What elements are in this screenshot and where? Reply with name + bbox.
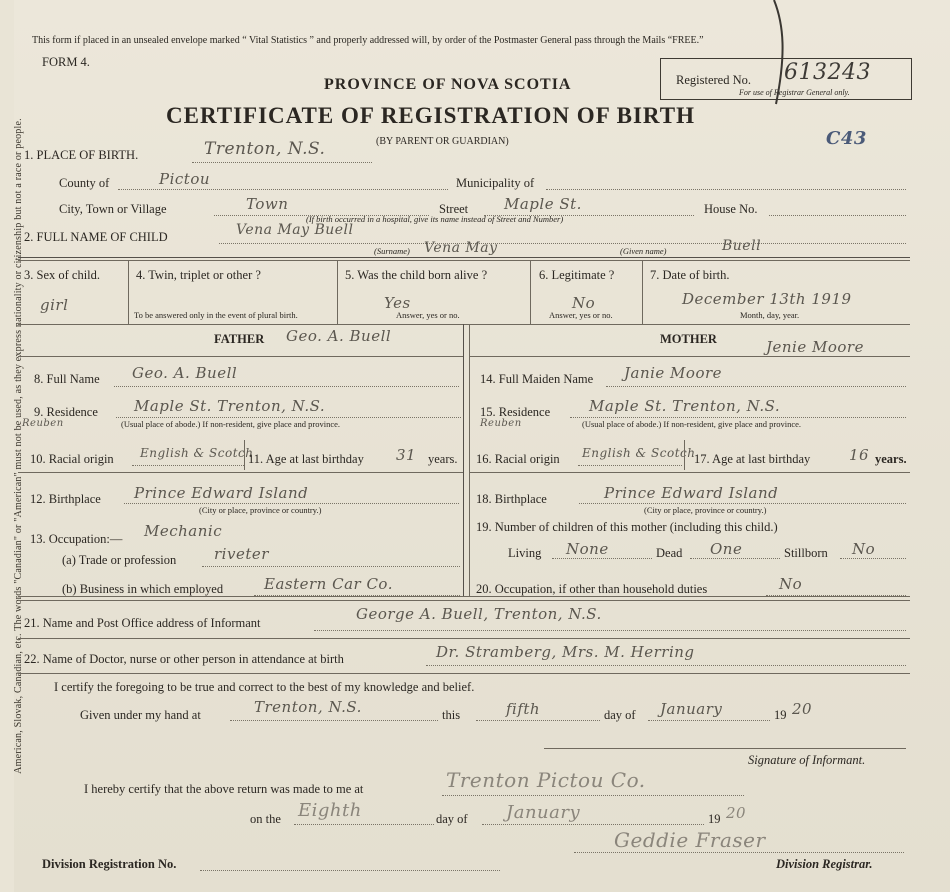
father-occupation-value: Mechanic <box>144 522 223 540</box>
father-residence-label: 9. Residence <box>34 405 98 419</box>
father-trade-value: riveter <box>214 545 269 563</box>
registrar-month-value: January <box>506 802 581 823</box>
mother-occupation-value: No <box>779 575 803 593</box>
sidebar-note: American, Slovak, Canadian, etc. The words "Canadian" or "American" must not be used, as they express nationality or citizenship but not a race or people. <box>13 118 24 774</box>
father-name-label: 8. Full Name <box>34 372 100 386</box>
dead-label: Dead <box>656 546 683 560</box>
father-business-value: Eastern Car Co. <box>264 575 393 593</box>
father-name-value: Geo. A. Buell <box>132 364 238 382</box>
father-age-value: 31 <box>396 446 417 464</box>
given-label: Given under my hand at <box>80 708 201 722</box>
given-dayof-label: day of <box>604 708 636 722</box>
mother-name-value: Janie Moore <box>624 364 723 382</box>
hospital-note: (If birth occurred in a hospital, give its name instead of Street and Number) <box>306 214 564 224</box>
father-racial-label: 10. Racial origin <box>30 452 114 466</box>
municipality-label: Municipality of <box>456 176 535 190</box>
father-residence-value: Maple St. Trenton, N.S. <box>134 397 326 415</box>
mother-racial-label: 16. Racial origin <box>476 452 560 466</box>
date-note: Month, day, year. <box>740 310 800 320</box>
mother-children-label: 19. Number of children of this mother (including this child.) <box>476 520 778 534</box>
county-value: Pictou <box>159 170 211 188</box>
certificate-page <box>14 0 950 892</box>
certificate-title: CERTIFICATE OF REGISTRATION OF BIRTH <box>166 103 695 128</box>
doctor-value: Dr. Stramberg, Mrs. M. Herring <box>436 643 695 661</box>
street-label: Street <box>439 202 469 216</box>
twin-note: To be answered only in the event of plural birth. <box>134 310 298 320</box>
mother-heading: MOTHER <box>660 332 717 346</box>
mother-name-label: 14. Full Maiden Name <box>480 372 594 386</box>
given-year-value: 20 <box>792 700 813 718</box>
certify-text: I certify the foregoing to be true and correct to the best of my knowledge and belief. <box>54 680 475 694</box>
father-heading-value: Geo. A. Buell <box>286 327 392 345</box>
father-heading: FATHER <box>214 332 265 346</box>
date-value: December 13th 1919 <box>682 290 852 308</box>
registrar-note: For use of Registrar General only. <box>739 88 850 97</box>
given-year-prefix: 19 <box>774 708 787 722</box>
registrar-year-prefix: 19 <box>708 812 721 826</box>
mother-occupation-label: 20. Occupation, if other than household duties <box>476 582 708 596</box>
registrar-day-value: Eighth <box>298 800 362 821</box>
mother-residence-value: Maple St. Trenton, N.S. <box>589 397 781 415</box>
registered-number: 613243 <box>784 60 871 85</box>
date-label: 7. Date of birth. <box>650 268 730 282</box>
father-residence-note: (Usual place of abode.) If non-resident, give place and province. <box>121 419 341 429</box>
registrar-year-value: 20 <box>726 804 747 822</box>
informant-value: George A. Buell, Trenton, N.S. <box>356 605 602 623</box>
father-birthplace-value: Prince Edward Island <box>134 484 309 502</box>
registered-label: Registered No. <box>676 73 751 87</box>
mother-residence-extra: Reuben <box>480 418 522 429</box>
mother-residence-note: (Usual place of abode.) If non-resident, give place and province. <box>582 419 802 429</box>
this-label: this <box>442 708 461 722</box>
given-note: (Given name) <box>620 246 667 256</box>
father-residence-extra: Reuben <box>22 418 64 429</box>
legitimate-value: No <box>572 294 596 312</box>
father-business-label: (b) Business in which employed <box>62 582 224 596</box>
father-trade-label: (a) Trade or profession <box>62 553 177 567</box>
father-years: years. <box>428 452 458 466</box>
legitimate-note: Answer, yes or no. <box>549 310 613 320</box>
father-occupation-label: 13. Occupation:— <box>30 532 123 546</box>
division-registration-label: Division Registration No. <box>42 857 177 871</box>
mail-note: This form if placed in an unsealed envelope marked “ Vital Statistics ” and properly addressed will, by order of the Postmaster General pass through the Mails “FREE.” <box>32 35 704 46</box>
given-day-value: fifth <box>506 700 541 718</box>
street-value: Maple St. <box>504 195 582 213</box>
alive-note: Answer, yes or no. <box>396 310 460 320</box>
doctor-label: 22. Name of Doctor, nurse or other person in attendance at birth <box>24 652 344 666</box>
given-month-value: January <box>660 700 723 718</box>
registrar-place-value: Trenton Pictou Co. <box>446 768 646 792</box>
alive-value: Yes <box>384 294 411 312</box>
corner-mark: C43 <box>826 128 867 149</box>
mother-birthplace-label: 18. Birthplace <box>476 492 547 506</box>
division-registrar-label: Division Registrar. <box>776 857 873 871</box>
twin-label: 4. Twin, triplet or other ? <box>136 268 261 282</box>
ink-stroke <box>762 0 792 110</box>
stillborn-value: No <box>852 540 876 558</box>
given-place-value: Trenton, N.S. <box>254 698 362 716</box>
surname-note: (Surname) <box>374 246 410 256</box>
sex-label: 3. Sex of child. <box>24 268 101 282</box>
father-age-label: 11. Age at last birthday <box>248 452 364 466</box>
province-title: PROVINCE OF NOVA SCOTIA <box>324 76 572 93</box>
registrar-signature: Geddie Fraser <box>614 828 766 852</box>
father-racial-value: English & Scotch <box>140 446 254 460</box>
mother-age-value: 16 <box>849 446 870 464</box>
mother-birthplace-note: (City or place, province or country.) <box>644 505 767 515</box>
place-of-birth-label: 1. PLACE OF BIRTH. <box>24 148 139 162</box>
sex-value: girl <box>40 296 69 314</box>
dead-value: One <box>710 540 743 558</box>
mother-heading-value: Jenie Moore <box>766 338 864 356</box>
form-number: FORM 4. <box>42 55 90 69</box>
mother-age-label: 17. Age at last birthday <box>694 452 811 466</box>
child-given-value: Vena May <box>424 240 498 256</box>
informant-signature-label: Signature of Informant. <box>748 753 866 767</box>
child-surname-value: Buell <box>722 238 762 254</box>
registrar-text: I hereby certify that the above return was made to me at <box>84 782 364 796</box>
mother-racial-value: English & Scotch <box>582 446 696 460</box>
house-label: House No. <box>704 202 758 216</box>
living-value: None <box>566 540 609 558</box>
stillborn-label: Stillborn <box>784 546 828 560</box>
legitimate-label: 6. Legitimate ? <box>539 268 615 282</box>
informant-label: 21. Name and Post Office address of Informant <box>24 616 261 630</box>
county-label: County of <box>59 176 110 190</box>
child-name-value: Vena May Buell <box>236 222 354 238</box>
city-label: City, Town or Village <box>59 202 167 216</box>
mother-years: years. <box>875 452 907 466</box>
living-label: Living <box>508 546 542 560</box>
registrar-dayof-label: day of <box>436 812 468 826</box>
father-birthplace-label: 12. Birthplace <box>30 492 101 506</box>
place-of-birth-value: Trenton, N.S. <box>204 139 326 159</box>
mother-birthplace-value: Prince Edward Island <box>604 484 779 502</box>
mother-residence-label: 15. Residence <box>480 405 551 419</box>
child-name-label: 2. FULL NAME OF CHILD <box>24 230 168 244</box>
certificate-subtitle: (BY PARENT OR GUARDIAN) <box>376 136 509 147</box>
alive-label: 5. Was the child born alive ? <box>345 268 488 282</box>
city-value: Town <box>246 195 289 213</box>
on-the-label: on the <box>250 812 281 826</box>
father-birthplace-note: (City or place, province or country.) <box>199 505 322 515</box>
